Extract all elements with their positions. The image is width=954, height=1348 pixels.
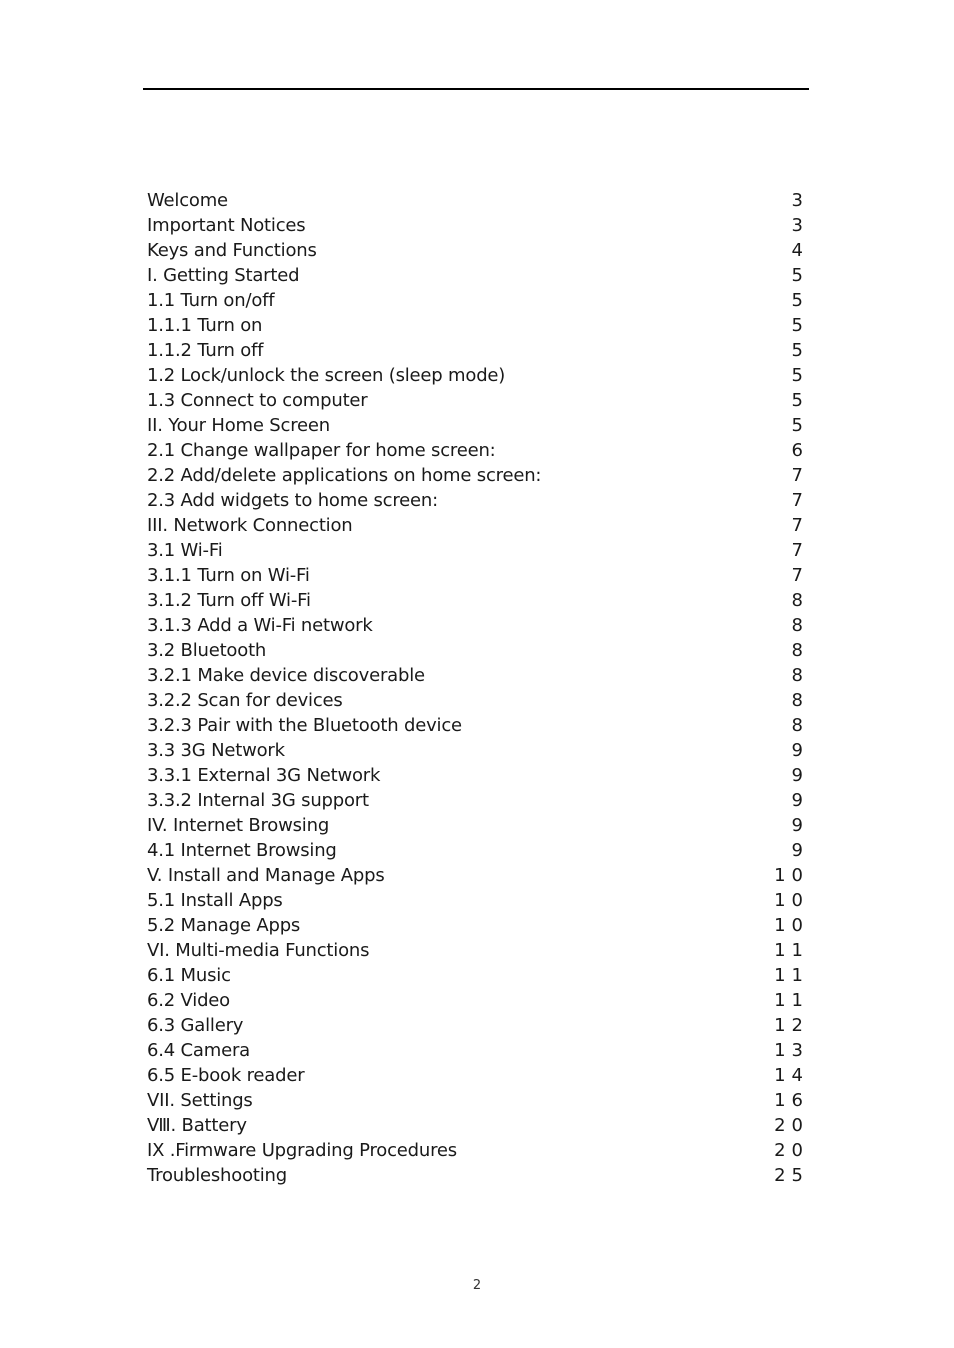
toc-entry-title: 6.2 Video (147, 990, 230, 1011)
toc-entry-page: 10 (774, 865, 809, 886)
toc-entry-title: 3.1 Wi-Fi (147, 540, 223, 561)
toc-entry-title: 6.5 E-book reader (147, 1065, 305, 1086)
toc-entry-title: 3.3.1 External 3G Network (147, 765, 381, 786)
toc-entry-page: 8 (791, 615, 809, 636)
toc-entry[interactable] (147, 738, 809, 763)
toc-entry-title: 1.1.1 Turn on (147, 315, 263, 336)
toc-entry-title: Keys and Functions (147, 240, 317, 261)
toc-entry-title: 3.2 Bluetooth (147, 640, 267, 661)
toc-entry-title: 6.1 Music (147, 965, 231, 986)
toc-entry[interactable] (147, 1113, 809, 1138)
toc-entry[interactable] (147, 613, 809, 638)
toc-entry-page: 5 (791, 265, 809, 286)
toc-entry-title: IV. Internet Browsing (147, 815, 330, 836)
toc-entry-page: 11 (774, 965, 809, 986)
toc-entry-title: VI. Multi-media Functions (147, 940, 370, 961)
toc-entry[interactable] (147, 938, 809, 963)
toc-entry-page: 5 (791, 315, 809, 336)
toc-entry-page: 7 (791, 540, 809, 561)
toc-entry-page: 9 (791, 815, 809, 836)
toc-entry-title: 4.1 Internet Browsing (147, 840, 337, 861)
toc-entry-page: 8 (791, 640, 809, 661)
toc-entry-page: 5 (791, 365, 809, 386)
toc-entry-page: 7 (791, 490, 809, 511)
toc-entry-page: 9 (791, 740, 809, 761)
toc-entry-page: 14 (774, 1065, 809, 1086)
toc-entry-page: 3 (791, 215, 809, 236)
toc-entry[interactable] (147, 888, 809, 913)
toc-entry[interactable] (147, 413, 809, 438)
toc-entry[interactable] (147, 488, 809, 513)
toc-entry[interactable] (147, 263, 809, 288)
toc-entry-page: 25 (774, 1165, 809, 1186)
toc-entry-page: 3 (791, 190, 809, 211)
toc-entry-title: III. Network Connection (147, 515, 353, 536)
toc-entry-title: Troubleshooting (147, 1165, 287, 1186)
toc-entry[interactable] (147, 463, 809, 488)
toc-entry[interactable] (147, 1163, 809, 1188)
toc-entry-title: 5.1 Install Apps (147, 890, 283, 911)
toc-entry[interactable] (147, 1038, 809, 1063)
toc-entry[interactable] (147, 388, 809, 413)
toc-entry-page: 16 (774, 1090, 809, 1111)
toc-entry-page: 5 (791, 340, 809, 361)
toc-entry-page: 10 (774, 890, 809, 911)
toc-entry-title: 6.3 Gallery (147, 1015, 244, 1036)
toc-entry-page: 8 (791, 690, 809, 711)
toc-entry-title: 6.4 Camera (147, 1040, 250, 1061)
toc-entry[interactable] (147, 663, 809, 688)
toc-entry[interactable] (147, 713, 809, 738)
toc-entry[interactable] (147, 438, 809, 463)
toc-entry-title: II. Your Home Screen (147, 415, 330, 436)
toc-entry[interactable] (147, 538, 809, 563)
toc-entry[interactable] (147, 338, 809, 363)
toc-entry[interactable] (147, 688, 809, 713)
header-rule (143, 88, 809, 90)
page-number: 2 (472, 1278, 482, 1293)
toc-entry-title: 3.3 3G Network (147, 740, 285, 761)
toc-entry[interactable] (147, 513, 809, 538)
toc-entry[interactable] (147, 1013, 809, 1038)
toc-entry[interactable] (147, 963, 809, 988)
toc-entry-title: 2.1 Change wallpaper for home screen: (147, 440, 496, 461)
toc-entry-page: 11 (774, 990, 809, 1011)
toc-entry[interactable] (147, 1138, 809, 1163)
toc-entry-title: 5.2 Manage Apps (147, 915, 301, 936)
toc-entry[interactable] (147, 288, 809, 313)
toc-entry[interactable] (147, 913, 809, 938)
toc-entry-title: 3.1.2 Turn off Wi-Fi (147, 590, 311, 611)
toc-entry-page: 9 (791, 840, 809, 861)
toc-entry-title: IX .Firmware Upgrading Procedures (147, 1140, 457, 1161)
toc-entry-page: 8 (791, 590, 809, 611)
toc-entry[interactable] (147, 788, 809, 813)
toc-entry-page: 5 (791, 415, 809, 436)
toc-entry-title: I. Getting Started (147, 265, 300, 286)
toc-entry-title: 3.2.1 Make device discoverable (147, 665, 425, 686)
toc-entry-page: 11 (774, 940, 809, 961)
toc-entry-title: 1.1 Turn on/off (147, 290, 275, 311)
toc-entry-title: 3.2.3 Pair with the Bluetooth device (147, 715, 462, 736)
toc-entry-page: 9 (791, 790, 809, 811)
toc-entry-page: 4 (791, 240, 809, 261)
toc-entry-title: V. Install and Manage Apps (147, 865, 385, 886)
toc-entry-page: 7 (791, 465, 809, 486)
toc-entry-page: 9 (791, 765, 809, 786)
table-of-contents (147, 188, 809, 1188)
toc-entry-page: 5 (791, 390, 809, 411)
toc-entry-title: Welcome (147, 190, 228, 211)
toc-entry-page: 7 (791, 515, 809, 536)
toc-entry[interactable] (147, 1088, 809, 1113)
toc-entry-title: 1.2 Lock/unlock the screen (sleep mode) (147, 365, 506, 386)
toc-entry-title: 3.1.1 Turn on Wi-Fi (147, 565, 310, 586)
toc-entry-page: 20 (774, 1140, 809, 1161)
toc-entry[interactable] (147, 313, 809, 338)
toc-entry-title: 2.2 Add/delete applications on home screen: (147, 465, 542, 486)
toc-entry-title: 2.3 Add widgets to home screen: (147, 490, 438, 511)
toc-entry[interactable] (147, 838, 809, 863)
toc-entry-page: 10 (774, 915, 809, 936)
toc-entry[interactable] (147, 363, 809, 388)
toc-entry-title: 3.1.3 Add a Wi-Fi network (147, 615, 373, 636)
toc-entry-title: Ⅷ. Battery (147, 1115, 247, 1136)
toc-entry[interactable] (147, 638, 809, 663)
toc-entry-title: VII. Settings (147, 1090, 253, 1111)
toc-entry-page: 7 (791, 565, 809, 586)
toc-entry-page: 5 (791, 290, 809, 311)
toc-entry[interactable] (147, 563, 809, 588)
toc-entry-title: 1.3 Connect to computer (147, 390, 368, 411)
toc-entry-title: 3.2.2 Scan for devices (147, 690, 343, 711)
toc-entry[interactable] (147, 188, 809, 213)
toc-entry-page: 8 (791, 715, 809, 736)
toc-entry[interactable] (147, 988, 809, 1013)
toc-entry-title: 3.3.2 Internal 3G support (147, 790, 369, 811)
toc-entry-title: 1.1.2 Turn off (147, 340, 264, 361)
toc-entry[interactable] (147, 213, 809, 238)
toc-entry-page: 13 (774, 1040, 809, 1061)
toc-entry-page: 8 (791, 665, 809, 686)
toc-entry-page: 6 (791, 440, 809, 461)
toc-entry[interactable] (147, 1063, 809, 1088)
toc-entry[interactable] (147, 238, 809, 263)
toc-entry[interactable] (147, 763, 809, 788)
toc-entry[interactable] (147, 588, 809, 613)
toc-entry-page: 20 (774, 1115, 809, 1136)
toc-entry[interactable] (147, 863, 809, 888)
toc-entry[interactable] (147, 813, 809, 838)
toc-entry-title: Important Notices (147, 215, 306, 236)
toc-entry-page: 12 (774, 1015, 809, 1036)
